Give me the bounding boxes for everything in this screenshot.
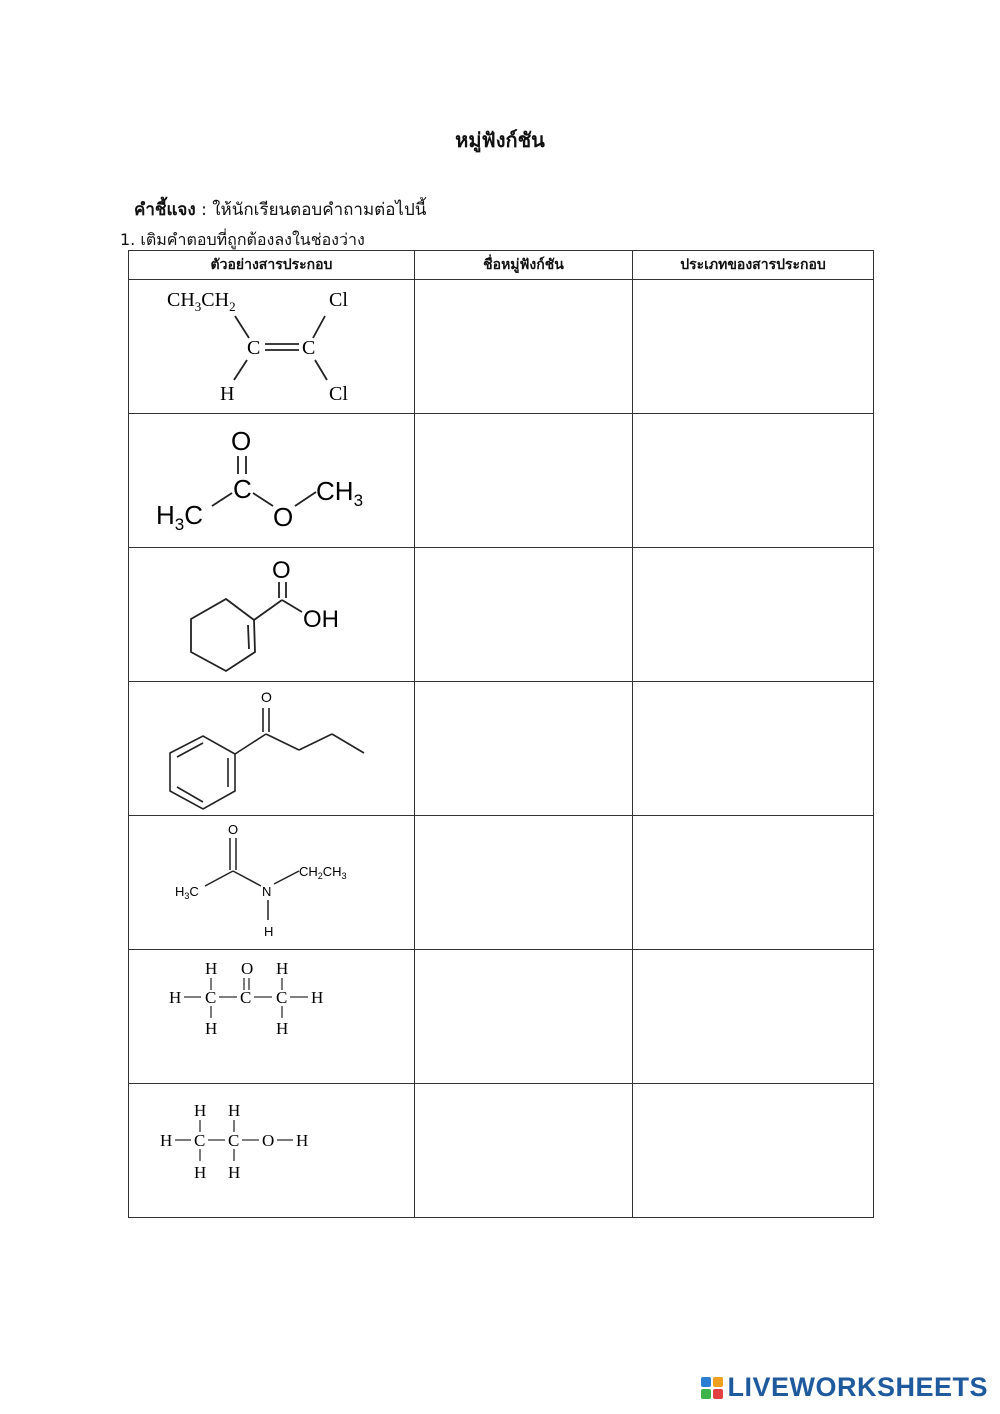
instructions bbox=[134, 196, 426, 223]
structure-methyl-acetate bbox=[129, 414, 415, 547]
structure-cell bbox=[129, 816, 415, 950]
svg-text:O: O bbox=[272, 557, 291, 584]
structure-cell bbox=[129, 548, 415, 682]
table-row bbox=[129, 1084, 874, 1218]
instruction-text: : ให้นักเรียนตอบคำถามต่อไปนี้ bbox=[195, 200, 427, 220]
structure-cell bbox=[129, 682, 415, 816]
answer-compound-type[interactable] bbox=[633, 816, 874, 950]
answer-compound-type[interactable] bbox=[633, 280, 874, 414]
svg-text:O: O bbox=[231, 426, 252, 456]
answer-functional-group[interactable] bbox=[415, 414, 633, 548]
svg-text:H: H bbox=[205, 959, 218, 978]
structure-dichloroalkene bbox=[129, 280, 415, 413]
header-functional-group: ชื่อหมู่ฟังก์ชัน bbox=[415, 251, 633, 280]
svg-text:H: H bbox=[160, 1131, 173, 1150]
svg-text:H: H bbox=[205, 1019, 218, 1038]
answer-compound-type[interactable] bbox=[633, 950, 874, 1084]
answer-compound-type[interactable] bbox=[633, 1084, 874, 1218]
svg-text:CH3CH2: $CH_3CH_2$ bbox=[167, 289, 236, 314]
svg-text:Cl: Cl bbox=[329, 289, 348, 311]
answer-functional-group[interactable] bbox=[415, 950, 633, 1084]
table-row bbox=[129, 682, 874, 816]
svg-text:O: O bbox=[228, 822, 239, 837]
svg-text:H: H bbox=[228, 1101, 241, 1120]
question-number: 1. bbox=[120, 230, 136, 249]
svg-text:OH: OH bbox=[303, 606, 339, 633]
structure-cell bbox=[129, 950, 415, 1084]
table-row bbox=[129, 950, 874, 1084]
header-compound: ตัวอย่างสารประกอบ bbox=[129, 251, 415, 280]
svg-text:C: C bbox=[205, 988, 217, 1007]
answer-functional-group[interactable] bbox=[415, 1084, 633, 1218]
answer-compound-type[interactable] bbox=[633, 414, 874, 548]
question-text: เติมคำตอบที่ถูกต้องลงในช่องว่าง bbox=[140, 230, 365, 249]
footer-brand bbox=[701, 1372, 988, 1403]
answer-compound-type[interactable] bbox=[633, 682, 874, 816]
answer-functional-group[interactable] bbox=[415, 280, 633, 414]
table-row bbox=[129, 548, 874, 682]
answer-compound-type[interactable] bbox=[633, 548, 874, 682]
header-row bbox=[129, 251, 874, 280]
svg-text:O: O bbox=[261, 689, 272, 705]
instruction-label: คำชี้แจง bbox=[134, 200, 196, 220]
structure-acetone bbox=[129, 950, 415, 1083]
svg-text:CH2CH3: $CH_2CH_3$ bbox=[299, 864, 347, 881]
worksheet-table bbox=[128, 250, 874, 1218]
brand-name: LIVEWORKSHEETS bbox=[727, 1372, 988, 1402]
svg-text:H: H bbox=[264, 924, 274, 939]
structure-cell bbox=[129, 414, 415, 548]
svg-text:CH3: $CH_3$ bbox=[316, 476, 364, 510]
svg-text:H: H bbox=[228, 1163, 241, 1182]
svg-text:H: H bbox=[311, 988, 324, 1007]
svg-text:H: H bbox=[276, 959, 289, 978]
answer-functional-group[interactable] bbox=[415, 816, 633, 950]
table-row bbox=[129, 280, 874, 414]
svg-text:C: C bbox=[228, 1131, 240, 1150]
structure-cell bbox=[129, 280, 415, 414]
svg-text:H3C: $H_3C$ bbox=[156, 500, 204, 534]
svg-text:H: H bbox=[194, 1101, 207, 1120]
svg-text:C: C bbox=[247, 337, 261, 359]
answer-functional-group[interactable] bbox=[415, 548, 633, 682]
header-compound-type: ประเภทของสารประกอบ bbox=[633, 251, 874, 280]
svg-text:Cl: Cl bbox=[329, 383, 348, 405]
svg-text:H: H bbox=[194, 1163, 207, 1182]
svg-text:H: H bbox=[220, 383, 235, 405]
page-title: หมู่ฟังก์ชัน bbox=[455, 128, 545, 152]
structure-butyrophenone bbox=[129, 682, 415, 815]
svg-text:H: H bbox=[296, 1131, 309, 1150]
svg-text:H: H bbox=[276, 1019, 289, 1038]
svg-text:C: C bbox=[302, 337, 316, 359]
svg-text:C: C bbox=[233, 474, 252, 504]
structure-cyclohexenecarboxylic-acid bbox=[129, 548, 415, 681]
structure-cell bbox=[129, 1084, 415, 1218]
structure-n-ethylacetamide bbox=[129, 816, 415, 949]
svg-text:C: C bbox=[240, 988, 252, 1007]
svg-text:O: O bbox=[273, 502, 294, 532]
table-row bbox=[129, 816, 874, 950]
svg-text:C: C bbox=[276, 988, 288, 1007]
svg-text:N: N bbox=[262, 884, 272, 899]
svg-text:C: C bbox=[194, 1131, 206, 1150]
svg-text:H3C: $H_3C$ bbox=[175, 884, 199, 901]
svg-text:O: O bbox=[241, 959, 254, 978]
structure-ethanol bbox=[129, 1084, 415, 1217]
table-row bbox=[129, 414, 874, 548]
svg-text:O: O bbox=[262, 1131, 275, 1150]
answer-functional-group[interactable] bbox=[415, 682, 633, 816]
liveworksheets-logo-icon bbox=[701, 1377, 723, 1399]
svg-text:H: H bbox=[169, 988, 182, 1007]
